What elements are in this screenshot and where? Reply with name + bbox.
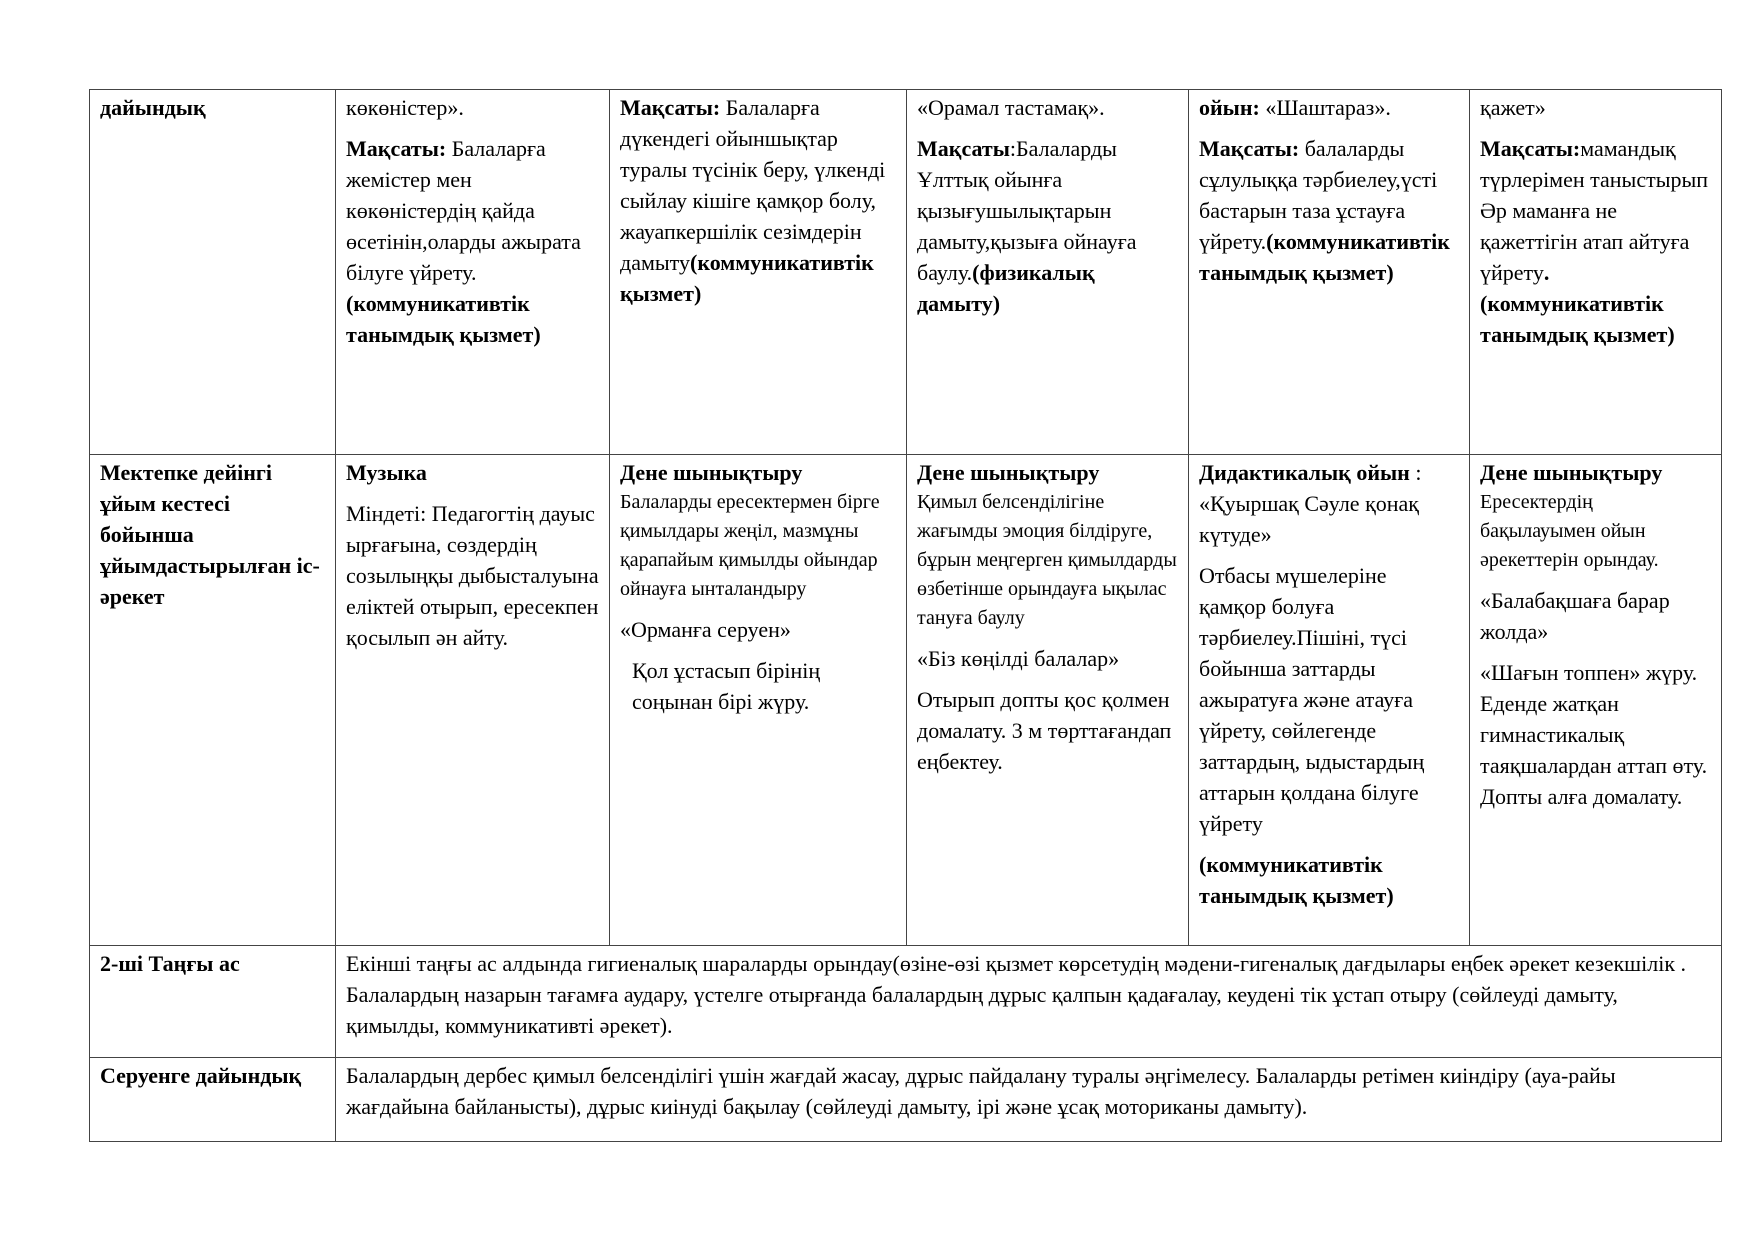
table-cell xyxy=(336,455,610,946)
goal-text: мамандық түрлерімен таныстырып Әр маманға не қажеттігін атап айтуға үйрету xyxy=(1480,136,1709,285)
table-row xyxy=(90,455,1722,946)
goal-text: Балаларға жемістер мен көкөністердің қайда өсетінін,оларды ажырата білуге үйрету. xyxy=(346,136,581,285)
goal-text: Балаларға дүкендегі ойыншықтар туралы түсінік беру, үлкенді сыйлау кішіге қамқор болу, жауапкершілік сезімдерін дамыту xyxy=(620,95,886,275)
row-label xyxy=(90,1058,336,1142)
game-title: «Балабақшаға барар жолда» xyxy=(1480,588,1670,644)
goal-paragraph xyxy=(917,133,1178,319)
game-title: «Орманға серуен» xyxy=(620,617,791,642)
goal-label: Мақсаты xyxy=(917,136,1010,161)
row-label-text: дайындық xyxy=(100,95,206,120)
goal-label: Мақсаты: xyxy=(1480,136,1581,161)
game-title: «Қуыршақ Сәуле қонақ күтуде» xyxy=(1199,491,1419,547)
table-cell xyxy=(1470,90,1722,455)
table-row xyxy=(90,90,1722,455)
row-label-text: 2-ші Таңғы ас xyxy=(100,951,240,976)
activity-title: Дене шынықтыру xyxy=(917,460,1100,485)
table-cell-wide xyxy=(336,946,1722,1058)
activity-tag: (коммуникативтік қызмет) xyxy=(620,250,874,306)
game-label: ойын: xyxy=(1199,95,1260,120)
row-label xyxy=(90,90,336,455)
activity-title: Дидактикалық ойын xyxy=(1199,460,1410,485)
activity-description: Ересектердің бақылауымен ойын әрекеттерін орындау. xyxy=(1480,491,1659,571)
goal-text: :Балаларды Ұлттық ойынға қызығушылықтарын дамыту,қызыға ойнауға баулу. xyxy=(917,136,1137,285)
table-cell xyxy=(336,90,610,455)
table-cell xyxy=(907,455,1189,946)
title-separator: : xyxy=(1409,460,1422,485)
activity-tag: (коммуникативтік танымдық қызмет) xyxy=(1199,229,1450,285)
activity-title: Дене шынықтыру xyxy=(620,460,803,485)
goal-paragraph xyxy=(1199,133,1459,288)
goal-paragraph xyxy=(1480,133,1711,350)
activity-title-line xyxy=(1199,457,1459,488)
schedule-table xyxy=(89,89,1722,1142)
table-cell xyxy=(1189,455,1470,946)
cell-text xyxy=(1199,92,1459,123)
action-text: «Шағын топпен» жүру. Еденде жатқан гимнастикалық таяқшалардан аттап өту. Допты алға домалату. xyxy=(1480,660,1708,809)
table-cell-wide xyxy=(336,1058,1722,1142)
row-label-text: Серуенге дайындық xyxy=(100,1063,302,1088)
activity-description: Балаларды ересектермен бірге қимылдары жеңіл, мазмұны қарапайым қимылды ойындар ойнауға ынталандыру xyxy=(620,491,880,600)
goal-text: балаларды сұлулыққа тәрбиелеу,үсті бастарын таза ұстауға үйрету. xyxy=(1199,136,1438,254)
table-row xyxy=(90,946,1722,1058)
goal-end: . xyxy=(1543,260,1550,285)
activity-tag: (физикалық дамыту) xyxy=(917,260,1095,316)
table-row xyxy=(90,1058,1722,1142)
activity-title: Музыка xyxy=(346,460,427,485)
game-title: «Біз көңілді балалар» xyxy=(917,646,1120,671)
table-cell xyxy=(610,90,907,455)
cell-text: Отбасы мүшелеріне қамқор болуға тәрбиелеу.Пішіні, түсі бойынша заттарды ажыратуға және атауға үйрету, сөйлегенде заттардың, ыдыстардың аттарын қолдана білуге үйрету xyxy=(1199,563,1425,836)
cell-text: көкөністер». xyxy=(346,95,464,120)
activity-title: Дене шынықтыру xyxy=(1480,460,1663,485)
activity-tag: (коммуникативтік танымдық қызмет) xyxy=(346,291,541,347)
cell-text: Балалардың дербес қимыл белсенділігі үшін жағдай жасау, дұрыс пайдалану туралы әңгімелесу. Балаларды ретімен киіндіру (ауа-райы жағдайына байланысты), дұрыс киінуді бақылау (сөйлеуді дамыту, ірі және ұсақ моториканы дамыту). xyxy=(346,1063,1616,1119)
table-cell xyxy=(1470,455,1722,946)
goal-paragraph xyxy=(620,92,896,309)
activity-tag: (коммуникативтік танымдық қызмет) xyxy=(1480,291,1675,347)
activity-description: Қимыл белсенділігіне жағымды эмоция білдіруге, бұрын меңгерген қимылдарды өзбетінше орындауға ықылас тануға баулу xyxy=(917,491,1177,629)
game-title: «Шаштараз». xyxy=(1259,95,1391,120)
table-cell xyxy=(1189,90,1470,455)
goal-paragraph xyxy=(346,133,599,350)
cell-text: қажет» xyxy=(1480,95,1546,120)
cell-text: «Орамал тастамақ». xyxy=(917,95,1105,120)
goal-label: Мақсаты: xyxy=(346,136,447,161)
row-label xyxy=(90,455,336,946)
goal-label: Мақсаты: xyxy=(1199,136,1300,161)
cell-text xyxy=(620,655,896,717)
table-cell xyxy=(610,455,907,946)
goal-label: Мақсаты: xyxy=(620,95,721,120)
row-label xyxy=(90,946,336,1058)
action-text: Отырып допты қос қолмен домалату. 3 м төрттағандап еңбектеу. xyxy=(917,687,1172,774)
cell-text: Міндеті: Педагогтің дауыс ырғағына, сөздердің созылыңқы дыбысталуына еліктей отырып, ересекпен қосылып ән айту. xyxy=(346,501,599,650)
action-text: Қол ұстасып бірінің соңынан бірі жүру. xyxy=(632,658,821,714)
table-cell xyxy=(907,90,1189,455)
row-label-text: Мектепке дейінгі ұйым кестесі бойынша ұйымдастырылған іс-әрекет xyxy=(100,460,320,609)
cell-text: Екінші таңғы ас алдында гигиеналық шараларды орындау(өзіне-өзі қызмет көрсетудің мәдени-гигеналық дағдылары еңбек әрекет кезекшілік . Балалардың назарын тағамға аудару, үстелге отырғанда балалардың дұрыс қалпын қадағалау, кеудені тік ұстап отыру (сөйлеуді дамыту, қимылды, коммуникативті әрекет). xyxy=(346,951,1687,1038)
activity-tag: (коммуникативтік танымдық қызмет) xyxy=(1199,852,1394,908)
